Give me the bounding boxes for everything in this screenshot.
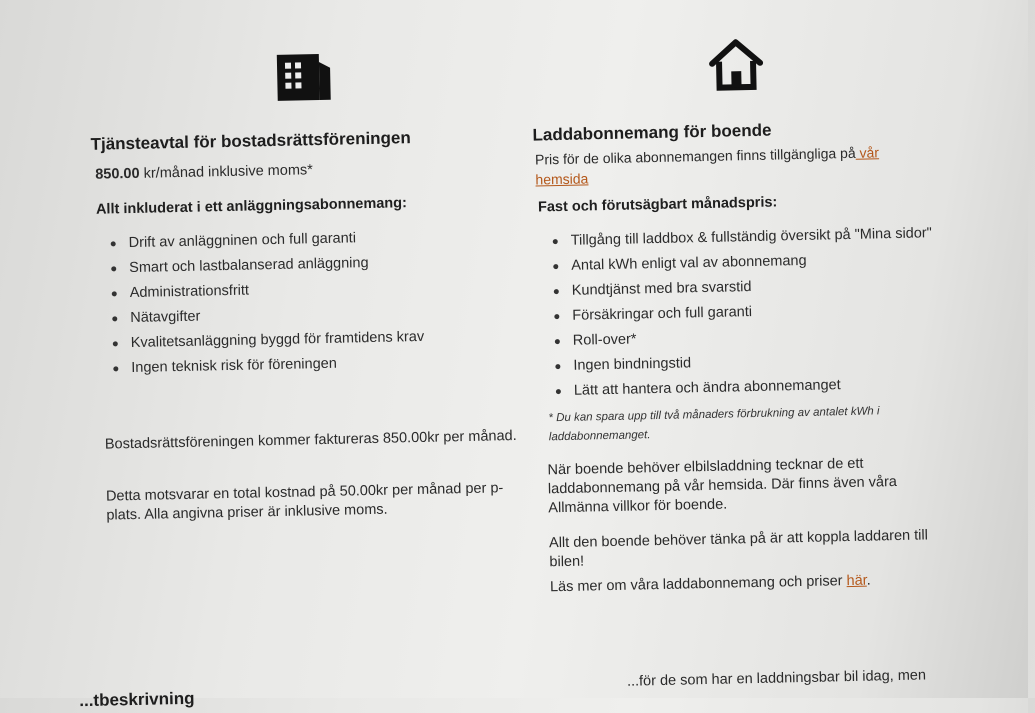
read-more-link[interactable]: här — [846, 572, 867, 590]
list-item: Ingen bindningstid — [555, 348, 935, 381]
website-link[interactable]: vår hemsida — [535, 144, 880, 188]
list-item: Smart och lastbalanserad anläggning — [111, 252, 423, 284]
list-item: Drift av anläggninen och full garanti — [110, 227, 422, 259]
read-more-text: Läs mer om våra laddabonnemang och priser — [549, 573, 847, 596]
price-unit: kr/månad inklusive moms* — [139, 162, 313, 182]
read-more-paragraph — [550, 570, 950, 597]
list-item: Kundtjänst med bra svarstid — [554, 273, 934, 306]
rollover-footnote: * Du kan spara upp till två månaders förbrukning av antalet kWh i laddabonnemanget. — [548, 405, 880, 444]
subscription-features-list — [553, 223, 936, 406]
monthly-price-heading: Fast och förutsägbart månadspris: — [537, 194, 778, 216]
cost-per-spot-paragraph: Detta motsvarar en total kostnad på 50.00kr per månad per p-plats. Alla angivna priser är inklusive moms. — [105, 480, 504, 524]
next-section-heading: ...tbeskrivning — [79, 688, 195, 711]
building-icon — [274, 44, 335, 105]
list-item: Nätavgifter — [112, 302, 424, 334]
next-section-text: ...för de som har en laddningsbar bil idag, men — [626, 667, 927, 690]
price-info-text: Pris för de olika abonnemangen finns tillgängliga på — [534, 144, 856, 168]
list-item: Kvalitetsanläggning byggd för framtidens krav — [113, 327, 425, 359]
resident-subscription-title: Laddabonnemang för boende — [532, 120, 772, 145]
list-item: Försäkringar och full garanti — [554, 298, 934, 331]
price-info — [535, 141, 936, 189]
list-item: Tillgång till laddbox & fullständig översikt på "Mina sidor" — [553, 223, 933, 256]
included-features-list — [110, 227, 424, 383]
price-amount: 850.00 — [95, 165, 140, 183]
list-item: Roll-over* — [555, 323, 935, 356]
connect-charger-paragraph: Allt den boende behöver tänka på är att koppla laddaren till bilen! — [548, 527, 929, 571]
service-agreement-card — [88, 0, 528, 524]
list-item: Administrationsfritt — [112, 277, 424, 309]
service-agreement-title: Tjänsteavtal för bostadsrättsföreningen — [90, 128, 411, 154]
list-item: Lätt att hantera och ändra abonnemanget — [556, 373, 936, 406]
signup-paragraph: När boende behöver elbilsladdning tecknar de ett laddabonnemang på vår hemsida. Där finns även våra Allmänna villkor för boende. — [547, 455, 898, 517]
monthly-price — [95, 162, 313, 183]
read-more-end: . — [866, 572, 871, 589]
house-icon — [705, 35, 766, 96]
list-item: Antal kWh enligt val av abonnemang — [553, 248, 933, 281]
included-heading: Allt inkluderat i ett anläggningsabonnemang: — [95, 195, 408, 218]
billing-paragraph: Bostadsrättsföreningen kommer faktureras 850.00kr per månad. — [104, 427, 517, 453]
list-item: Ingen teknisk risk för föreningen — [113, 352, 425, 384]
